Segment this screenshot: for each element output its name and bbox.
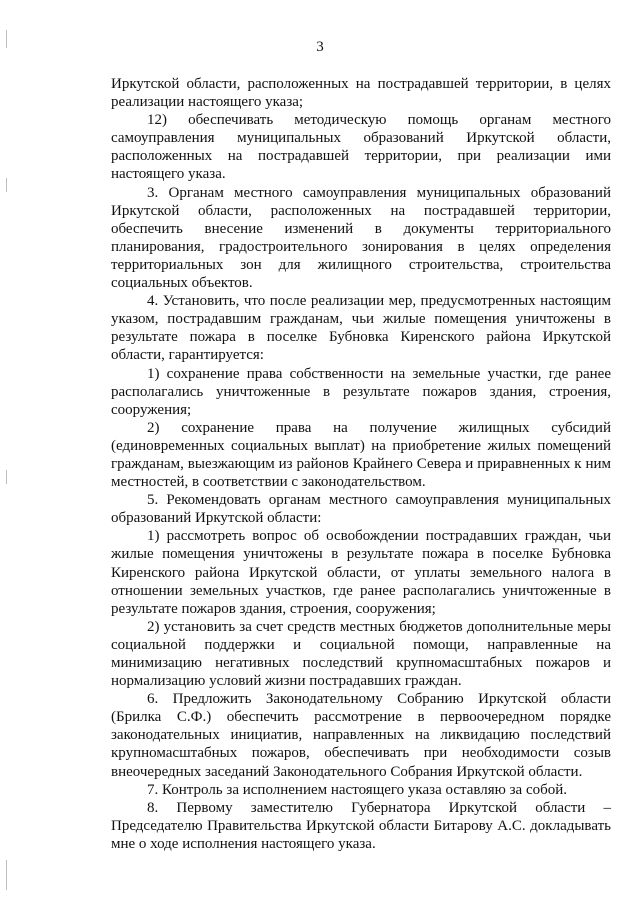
paragraph: 5. Рекомендовать органам местного самоуправления муниципальных образований Иркутской области: xyxy=(111,492,611,527)
left-edge-mark xyxy=(6,470,7,484)
paragraph: 4. Установить, что после реализации мер, предусмотренных настоящим указом, пострадавшим гражданам, чьи жилые помещения уничтожены в результате пожара в поселке Бубновка Киренского района Иркутской области, гарантируется: xyxy=(111,293,611,364)
paragraph: 2) установить за счет средств местных бюджетов дополнительные меры социальной поддержки и социальной помощи, направленные на минимизацию негативных последствий крупномасштабных пожаров и нормализацию условий жизни пострадавших граждан. xyxy=(111,618,611,690)
paragraph: Иркутской области, расположенных на пострадавшей территории, в целях реализации настоящего указа; xyxy=(111,76,611,111)
paragraph: 1) сохранение права собственности на земельные участки, где ранее располагались уничтоженные в результате пожаров здания, строения, сооружения; xyxy=(111,365,611,418)
paragraph: 8. Первому заместителю Губернатора Иркутской области – Председателю Правительства Иркутской области Битарову А.С. докладывать мне о ходе исполнения настоящего указа. xyxy=(111,799,611,852)
paragraph: 3. Органам местного самоуправления муниципальных образований Иркутской области, расположенных на пострадавшей территории, обеспечить внесение изменений в документы территориального планирования, градостроительного зонирования в целях определения территориальных зон для жилищного строительства, строительства социальных объектов. xyxy=(111,184,611,292)
paragraph: 7. Контроль за исполнением настоящего указа оставляю за собой. xyxy=(147,781,568,798)
paragraph: 12) обеспечивать методическую помощь органам местного самоуправления муниципальных образований Иркутской области, расположенных на пострадавшей территории, при реализации ими настоящего указа. xyxy=(111,112,611,183)
document-body xyxy=(111,75,611,853)
paragraph: 6. Предложить Законодательному Собранию Иркутской области (Брилка С.Ф.) обеспечить рассмотрение в первоочередном порядке законодательных инициатив, направленных на ликвидацию последствий крупномасштабных пожаров, обеспечивать при необходимости созыв внеочередных заседаний Законодательного Собрания Иркутской области. xyxy=(111,691,611,780)
paragraph: 2) сохранение права на получение жилищных субсидий (единовременных социальных выплат) на приобретение жилых помещений гражданам, выезжающим из районов Крайнего Севера и приравненных к ним местностей, в соответствии с законодательством. xyxy=(111,419,611,491)
left-edge-mark xyxy=(6,860,7,890)
page-number: 3 xyxy=(316,39,324,55)
left-edge-mark xyxy=(6,178,7,192)
paragraph: 1) рассмотреть вопрос об освобождении пострадавших граждан, чьи жилые помещения уничтожены в результате пожара в поселке Бубновка Киренского района Иркутской области, от уплаты земельного налога в отношении земельных участков, где ранее располагались уничтоженные в результате пожаров здания, строения, сооружения; xyxy=(111,528,611,617)
